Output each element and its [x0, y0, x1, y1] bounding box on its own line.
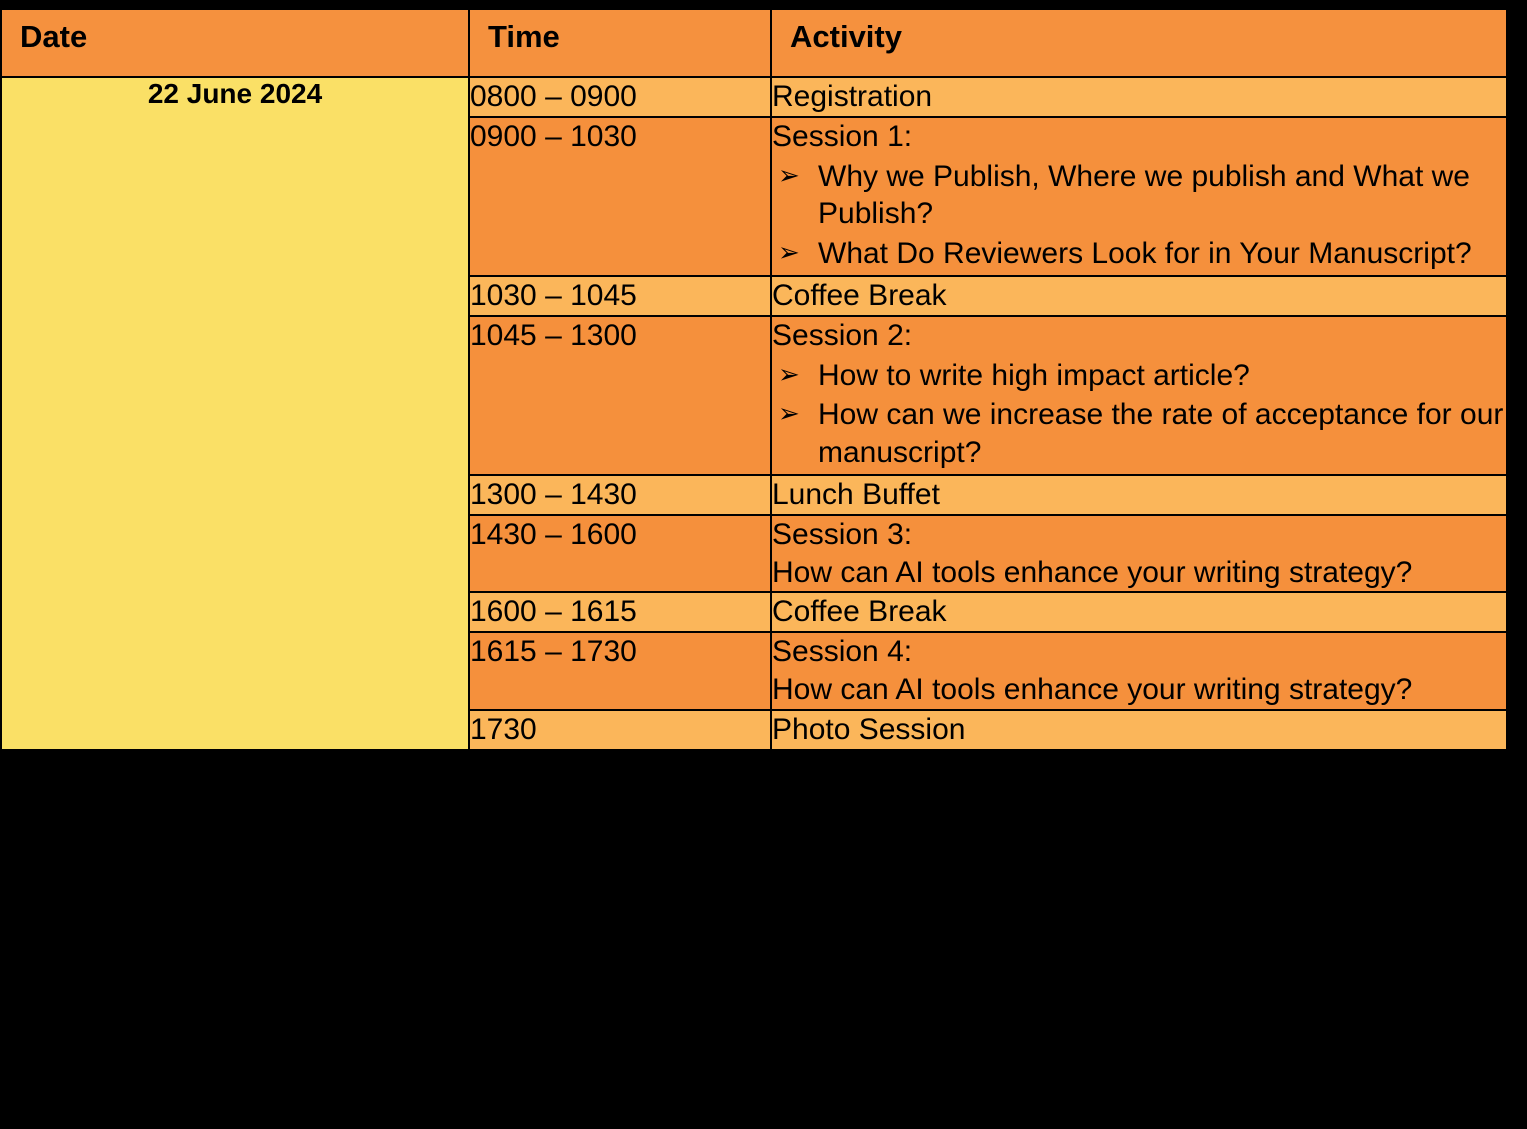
arrow-bullet-icon: ➢ — [778, 358, 800, 389]
column-header-activity: Activity — [771, 9, 1507, 77]
activity-bullet-text: What Do Reviewers Look for in Your Manuscript? — [818, 237, 1472, 271]
bottom-margin-strip — [0, 1115, 1527, 1129]
time-cell: 1030 – 1045 — [469, 276, 771, 316]
time-cell: 1600 – 1615 — [469, 592, 771, 632]
activity-bullet-list — [772, 357, 1506, 472]
activity-title: Registration — [772, 80, 933, 113]
activity-cell — [771, 592, 1507, 632]
arrow-bullet-icon: ➢ — [778, 398, 800, 429]
activity-title: Photo Session — [772, 712, 966, 746]
activity-subline: How can AI tools enhance your writing strategy? — [772, 555, 1413, 589]
time-cell: 1730 — [469, 710, 771, 750]
activity-bullet-text: How can we increase the rate of acceptance for our manuscript? — [818, 398, 1504, 470]
activity-cell — [771, 710, 1507, 750]
table-header-row — [1, 9, 1507, 77]
time-cell: 0900 – 1030 — [469, 117, 771, 276]
activity-cell — [771, 77, 1507, 117]
table-row — [1, 77, 1507, 117]
activity-cell — [771, 117, 1507, 276]
activity-subline: How can AI tools enhance your writing strategy? — [772, 672, 1413, 706]
activity-cell — [771, 515, 1507, 593]
arrow-bullet-icon: ➢ — [778, 237, 800, 268]
time-cell: 1430 – 1600 — [469, 515, 771, 593]
column-header-time: Time — [469, 9, 771, 77]
schedule-sheet — [0, 8, 1527, 1129]
date-cell: 22 June 2024 — [1, 77, 469, 750]
activity-title: Coffee Break — [772, 278, 947, 312]
activity-title: Session 1: — [772, 119, 913, 153]
activity-title: Coffee Break — [772, 595, 947, 629]
activity-cell — [771, 316, 1507, 475]
time-cell: 1300 – 1430 — [469, 475, 771, 515]
column-header-date: Date — [1, 9, 469, 77]
table-body — [1, 77, 1507, 750]
activity-cell — [771, 475, 1507, 515]
activity-bullet-item — [772, 357, 1506, 395]
right-margin-strip — [1509, 8, 1527, 1129]
activity-title: Session 3: — [772, 517, 913, 551]
time-cell: 0800 – 0900 — [469, 77, 771, 117]
activity-bullet-text: Why we Publish, Where we publish and What we Publish? — [818, 159, 1470, 231]
activity-bullet-item — [772, 158, 1506, 234]
activity-cell — [771, 276, 1507, 316]
arrow-bullet-icon: ➢ — [778, 159, 800, 190]
time-cell: 1045 – 1300 — [469, 316, 771, 475]
activity-title: Session 2: — [772, 318, 913, 352]
activity-title: Lunch Buffet — [772, 477, 940, 511]
activity-cell — [771, 632, 1507, 710]
activity-bullet-text: How to write high impact article? — [818, 358, 1250, 392]
activity-title: Session 4: — [772, 635, 913, 669]
activity-bullet-item — [772, 235, 1506, 273]
schedule-table — [0, 8, 1508, 751]
time-cell: 1615 – 1730 — [469, 632, 771, 710]
activity-bullet-list — [772, 158, 1506, 273]
activity-bullet-item — [772, 396, 1506, 472]
